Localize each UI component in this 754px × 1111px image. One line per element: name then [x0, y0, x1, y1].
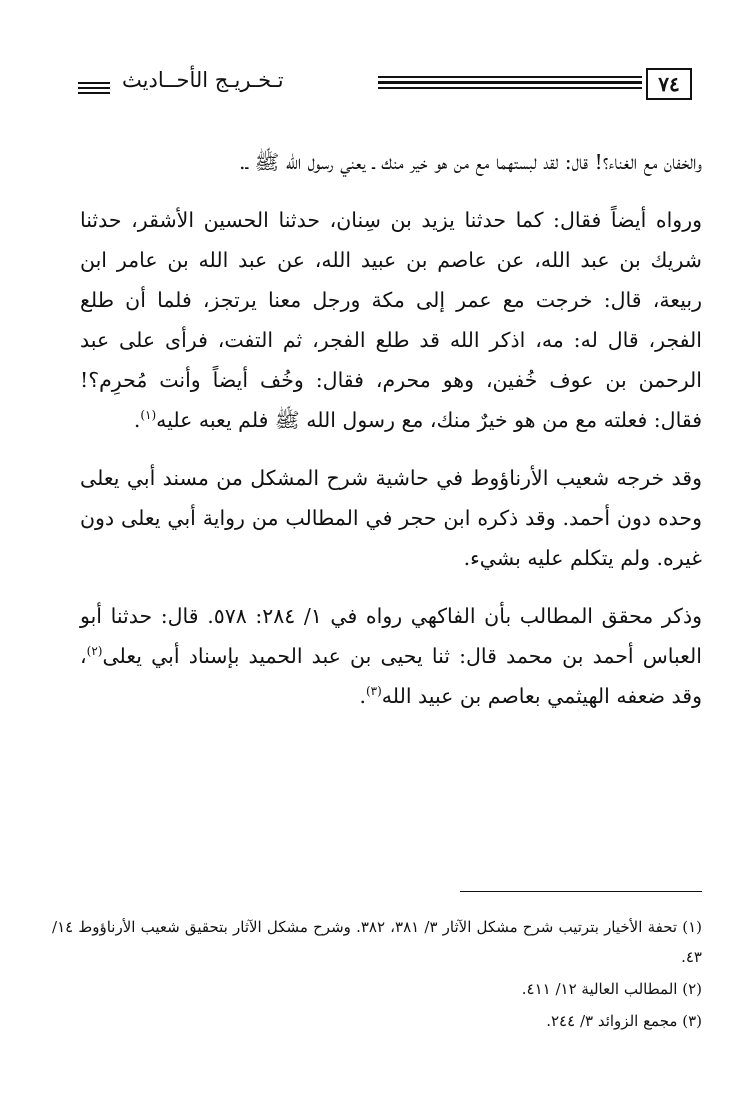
- paragraph-text-tail: ، وقد ضعفه الهيثمي بعاصم بن عبيد الله: [80, 644, 702, 708]
- ornament-line: [78, 92, 110, 94]
- paragraph: [80, 200, 702, 440]
- ornament-line: [78, 87, 110, 89]
- header-rule: [378, 76, 642, 90]
- main-text: [80, 142, 702, 716]
- paragraph: [80, 596, 702, 716]
- header-rule-line: [378, 76, 642, 78]
- page-number-text: ٧٤: [658, 72, 680, 96]
- page-header: [78, 64, 692, 108]
- footnotes: [52, 912, 702, 1036]
- paragraph-text: وذكر محقق المطالب بأن الفاكهي رواه في ١/ ٢٨٤: ٥٧٨. قال: حدثنا أبو العباس أحمد بن محمد قال: ثنا يحيى بن عبد الحميد بإسناد أبي يعلى: [80, 604, 702, 668]
- footnote-ref[interactable]: (٣): [365, 684, 382, 699]
- ornament-line: [78, 82, 110, 84]
- footnote: (٣) مجمع الزوائد ٣/ ٢٤٤.: [546, 1012, 702, 1030]
- header-rule-line: [378, 81, 642, 84]
- header-ornament: [78, 82, 110, 94]
- header-rule-line: [378, 87, 642, 89]
- paragraph-text: وقد خرجه شعيب الأرناؤوط في حاشية شرح المشكل من مسند أبي يعلى وحده دون أحمد. وقد ذكره ابن حجر في المطالب من رواية أبي يعلى دون غيره. ولم يتكلم عليه بشيء.: [80, 466, 702, 570]
- paragraph-text: والخفان مع الغناء؟! قال: لقد لبستهما مع من هو خير منك ـ يعني رسول الله ﷺ ـ.: [238, 150, 702, 174]
- page-number: [646, 68, 692, 100]
- footnote: (٢) المطالب العالية ١٢/ ٤١١.: [521, 980, 702, 998]
- footnote-separator: [460, 891, 702, 892]
- footnote: (١) تحفة الأخيار بترتيب شرح مشكل الآثار ٣/ ٣٨١، ٣٨٢. وشرح مشكل الآثار بتحقيق شعيب الأرناؤوط ١٤/ ٤٣.: [52, 918, 703, 966]
- footnote-ref[interactable]: (١): [140, 408, 157, 423]
- running-title: تـخـريـج الأحــاديث: [122, 68, 284, 92]
- paragraph-text: ورواه أيضاً فقال: كما حدثنا يزيد بن سِنان، حدثنا الحسين الأشقر، حدثنا شريك بن عبد الله، عن عاصم بن عبيد الله، عن عبد الله بن عامر ابن ربيعة، قال: خرجت مع عمر إلى مكة ورجل معنا يرتجز، فلما أن طلع الفجر، قال له: مه، اذكر الله قد طلع الفجر، ثم التفت، فرأى على عبد الرحمن بن عوف خُفين، وهو محرم، فقال: وخُف أيضاً وأنت مُحرِم؟! فقال: فعلته مع من هو خيرٌ منك، مع رسول الله ﷺ فلم يعبه عليه: [80, 208, 702, 432]
- paragraph: [80, 458, 702, 578]
- paragraph-text-tail: .: [133, 408, 141, 432]
- paragraph: [80, 142, 702, 182]
- paragraph-text-tail: .: [359, 684, 366, 708]
- footnote-ref[interactable]: (٢): [86, 644, 103, 659]
